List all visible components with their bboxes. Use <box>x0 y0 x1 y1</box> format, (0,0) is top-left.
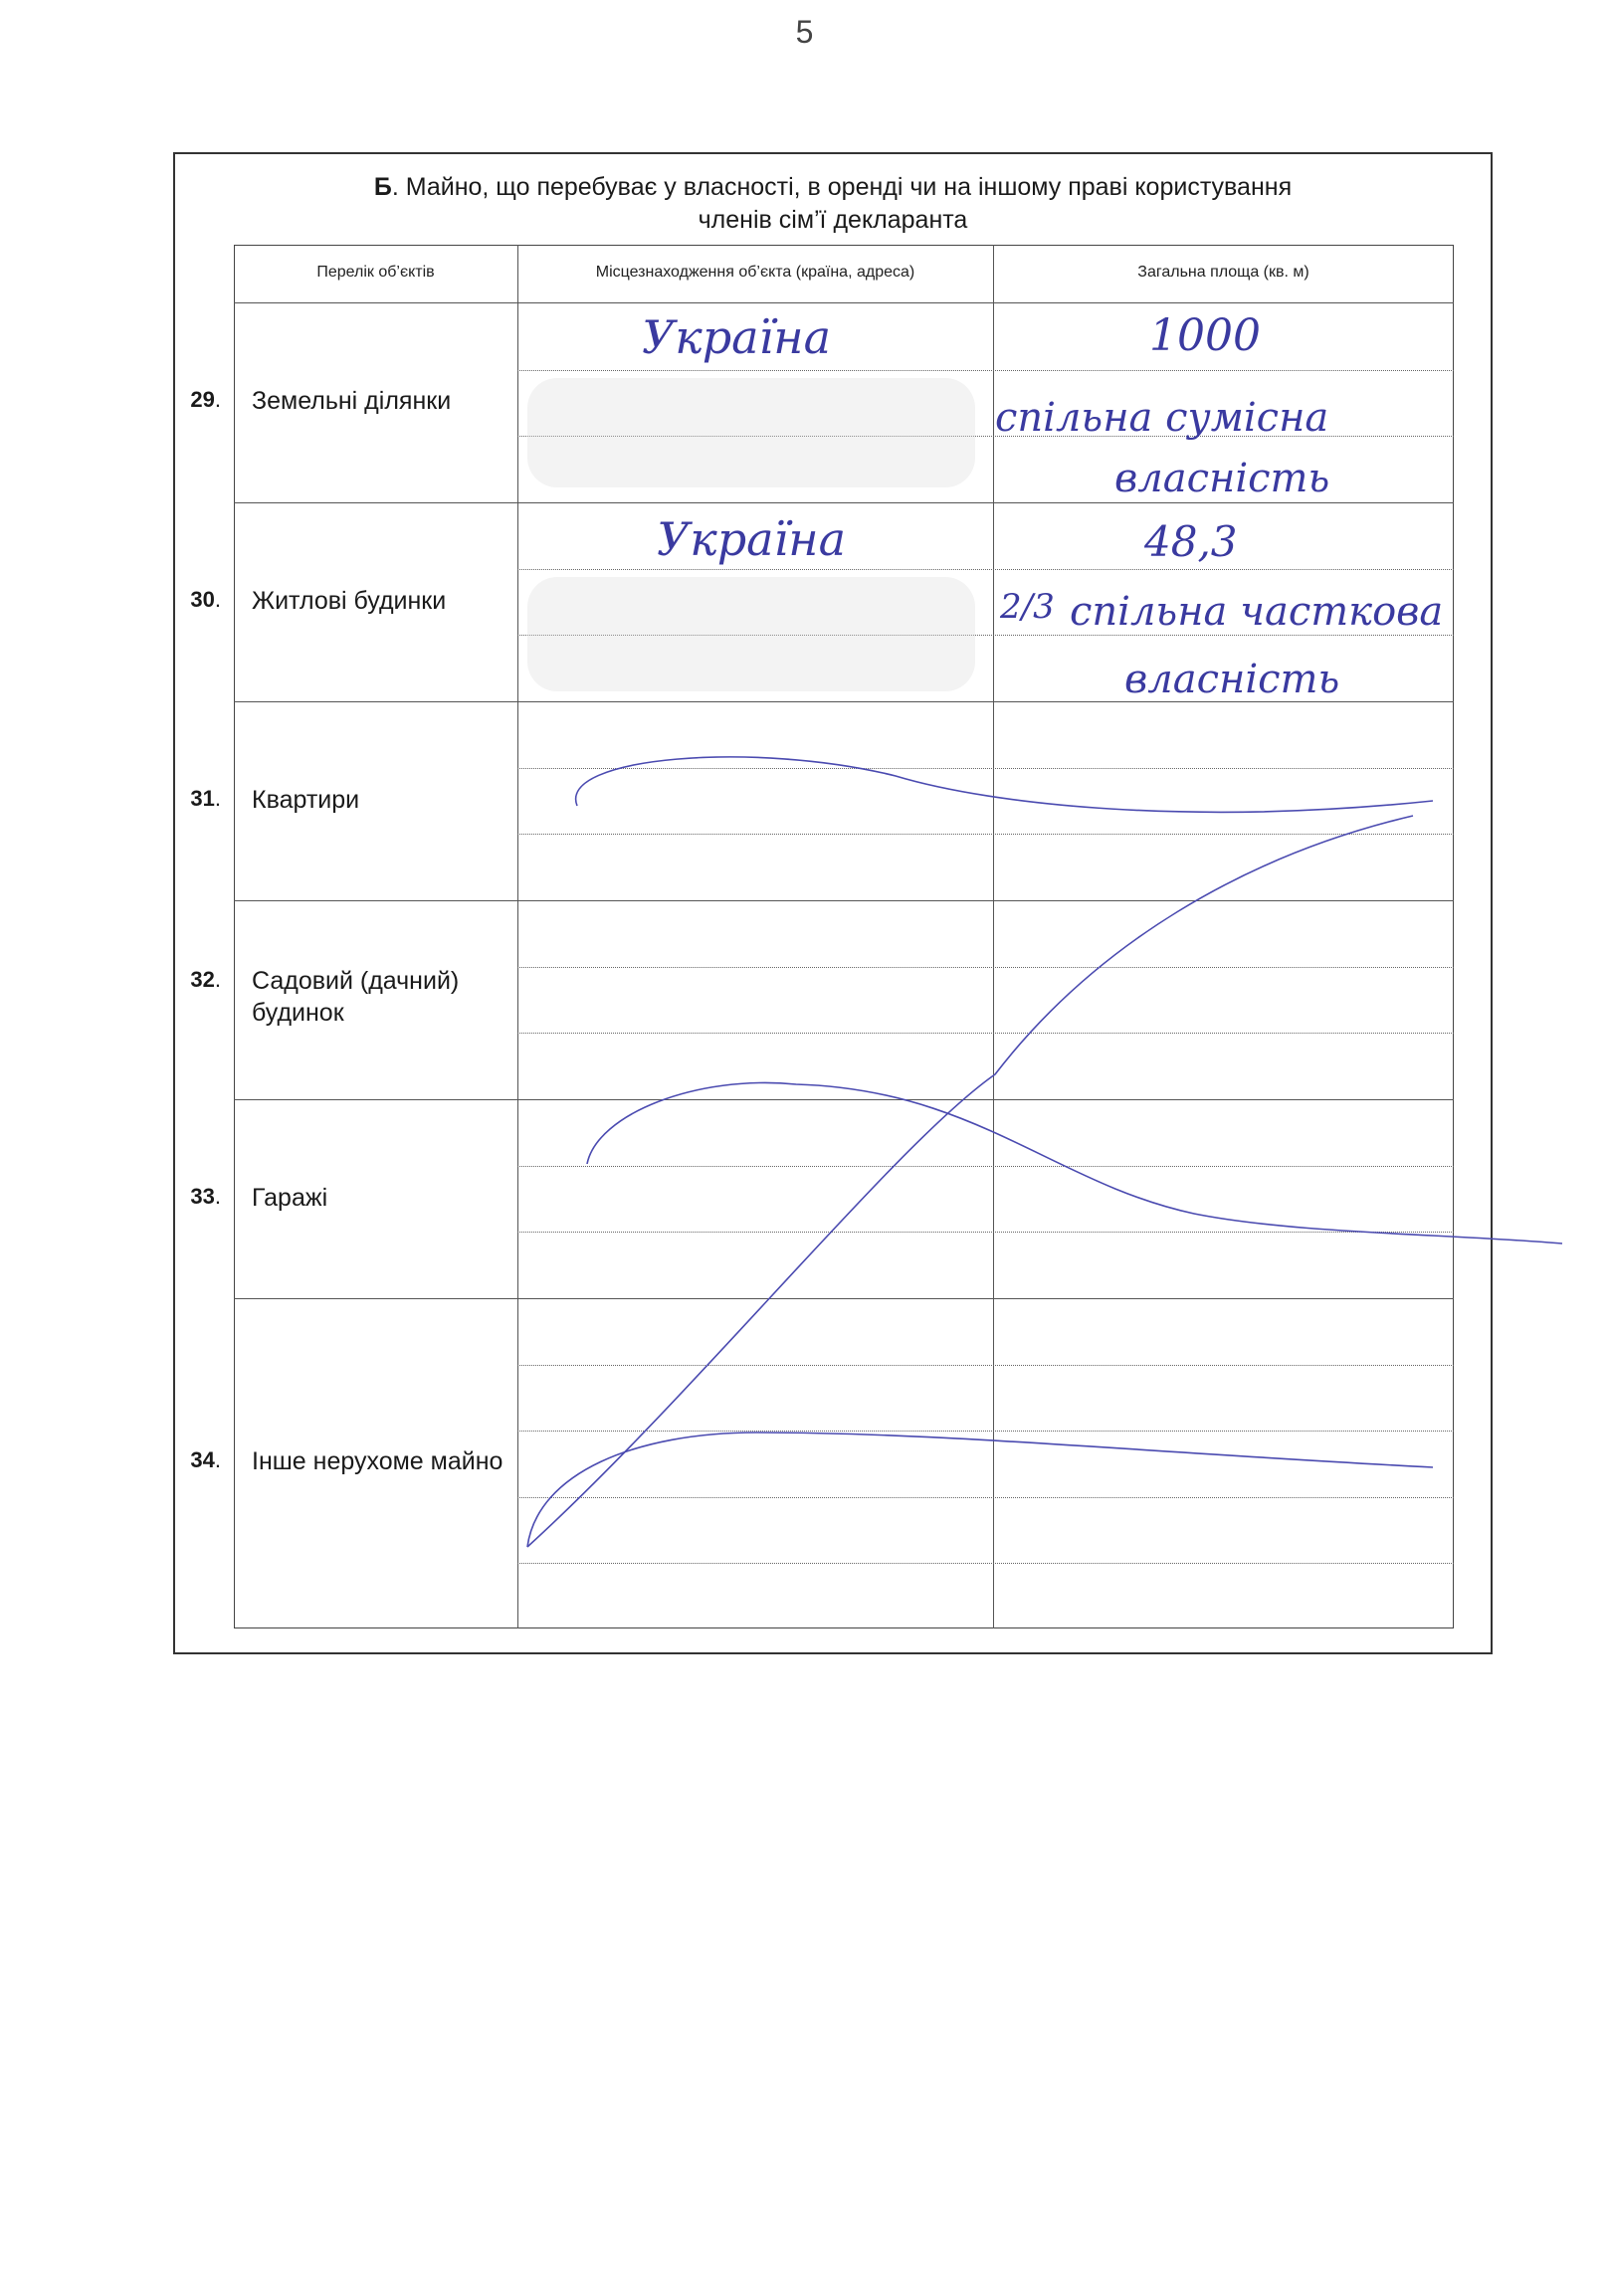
row-number-31: 31. <box>190 786 221 811</box>
header-area: Загальна площа (кв. м) <box>1137 264 1309 281</box>
handwritten-area-29: 1000 <box>1149 310 1261 361</box>
row-label-garages: Гаражі <box>252 1184 328 1212</box>
handwritten-ownership-30-line1: спільна часткова <box>1070 589 1444 635</box>
handwritten-location-29: Україна <box>642 310 832 364</box>
row-label-houses: Житлові будинки <box>252 587 447 615</box>
header-objects: Перелік об’єктів <box>316 264 435 281</box>
row-label-land: Земельні ділянки <box>252 387 452 415</box>
section-title-line1: . Майно, що перебуває у власності, в оренді чи на іншому праві користування <box>391 173 1293 201</box>
row-label-garden-house: Садовий (дачний) будинок <box>252 967 460 1027</box>
row-number-32: 32. <box>190 967 221 992</box>
row-number-29: 29. <box>190 387 221 412</box>
handwritten-ownership-29-line2: власність <box>1114 456 1330 501</box>
section-letter: Б <box>373 173 392 201</box>
handwritten-location-30: Україна <box>657 512 847 566</box>
row-number-34: 34. <box>190 1447 221 1472</box>
row-number-33: 33. <box>190 1184 221 1209</box>
row-label-other-property: Інше нерухоме майно <box>252 1447 503 1475</box>
cancel-stroke-garages <box>587 1082 1562 1244</box>
row-number-30: 30. <box>190 587 221 612</box>
cancel-stroke-diagonal <box>527 816 1413 1547</box>
cancel-stroke-apartments <box>576 757 1433 812</box>
header-location: Місцезнаходження об’єкта (країна, адреса) <box>595 264 915 281</box>
page-number: 5 <box>795 14 814 50</box>
handwritten-share-30: 2/3 <box>1000 587 1055 627</box>
handwritten-ownership-30-line2: власність <box>1124 657 1340 702</box>
handwritten-ownership-29-line1: спільна сумісна <box>995 395 1329 441</box>
row-label-apartments: Квартири <box>252 786 360 814</box>
handwritten-area-30: 48,3 <box>1144 517 1238 566</box>
section-title-line2: членів сім’ї декларанта <box>698 206 968 234</box>
cancel-stroke-other <box>527 1433 1433 1547</box>
